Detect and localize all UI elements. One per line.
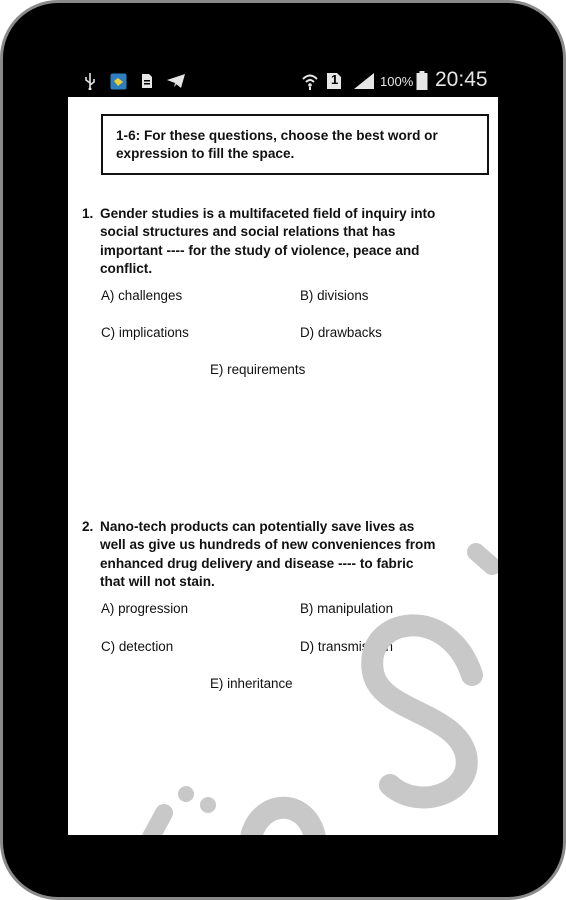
option-a[interactable]: A) challenges xyxy=(101,288,183,303)
stem-line: Nano-tech products can potentially save lives as xyxy=(100,519,415,534)
question-2 xyxy=(82,518,482,591)
app-notification-icon xyxy=(110,72,127,90)
question-1 xyxy=(82,205,482,278)
question-number: 2. xyxy=(82,519,94,534)
option-d[interactable]: D) drawbacks xyxy=(300,325,382,340)
quiz-screen[interactable] xyxy=(68,97,498,835)
stem-line: well as give us hundreds of new conveniences from xyxy=(100,537,436,553)
option-b[interactable]: B) manipulation xyxy=(300,601,394,616)
stem-line: enhanced drug delivery and disease ---- to fabric xyxy=(100,555,414,571)
stem-line: important ---- for the study of violence, peace and xyxy=(100,242,420,258)
instructions-box: 1-6: For these questions, choose the best word or expression to fill the space. xyxy=(101,114,489,175)
sim-storage-icon xyxy=(141,72,153,90)
option-c[interactable]: C) detection xyxy=(101,639,174,654)
battery-icon xyxy=(416,72,428,90)
option-a[interactable]: A) progression xyxy=(101,601,189,616)
wifi-icon xyxy=(301,72,319,90)
option-b[interactable]: B) divisions xyxy=(300,288,369,303)
signal-icon xyxy=(353,72,375,90)
battery-percent: 100% xyxy=(380,74,414,89)
stem-line: conflict. xyxy=(100,260,153,276)
clock: 20:45 xyxy=(435,68,488,91)
stem-line: social structures and social relations that has xyxy=(100,224,396,240)
status-bar xyxy=(68,66,498,97)
question-number: 1. xyxy=(82,206,94,221)
stem-line: Gender studies is a multifaceted field of inquiry into xyxy=(100,206,436,221)
option-e[interactable]: E) inheritance xyxy=(210,676,293,691)
option-c[interactable]: C) implications xyxy=(101,325,189,340)
option-d[interactable]: D) transmission xyxy=(300,639,394,654)
question-stem xyxy=(100,205,482,278)
telegram-icon xyxy=(166,72,186,90)
option-e[interactable]: E) requirements xyxy=(210,362,306,377)
sim-slot-label: 1 xyxy=(331,72,339,87)
stem-line: that will not stain. xyxy=(100,573,215,589)
usb-icon xyxy=(84,72,96,90)
question-stem xyxy=(100,518,482,591)
